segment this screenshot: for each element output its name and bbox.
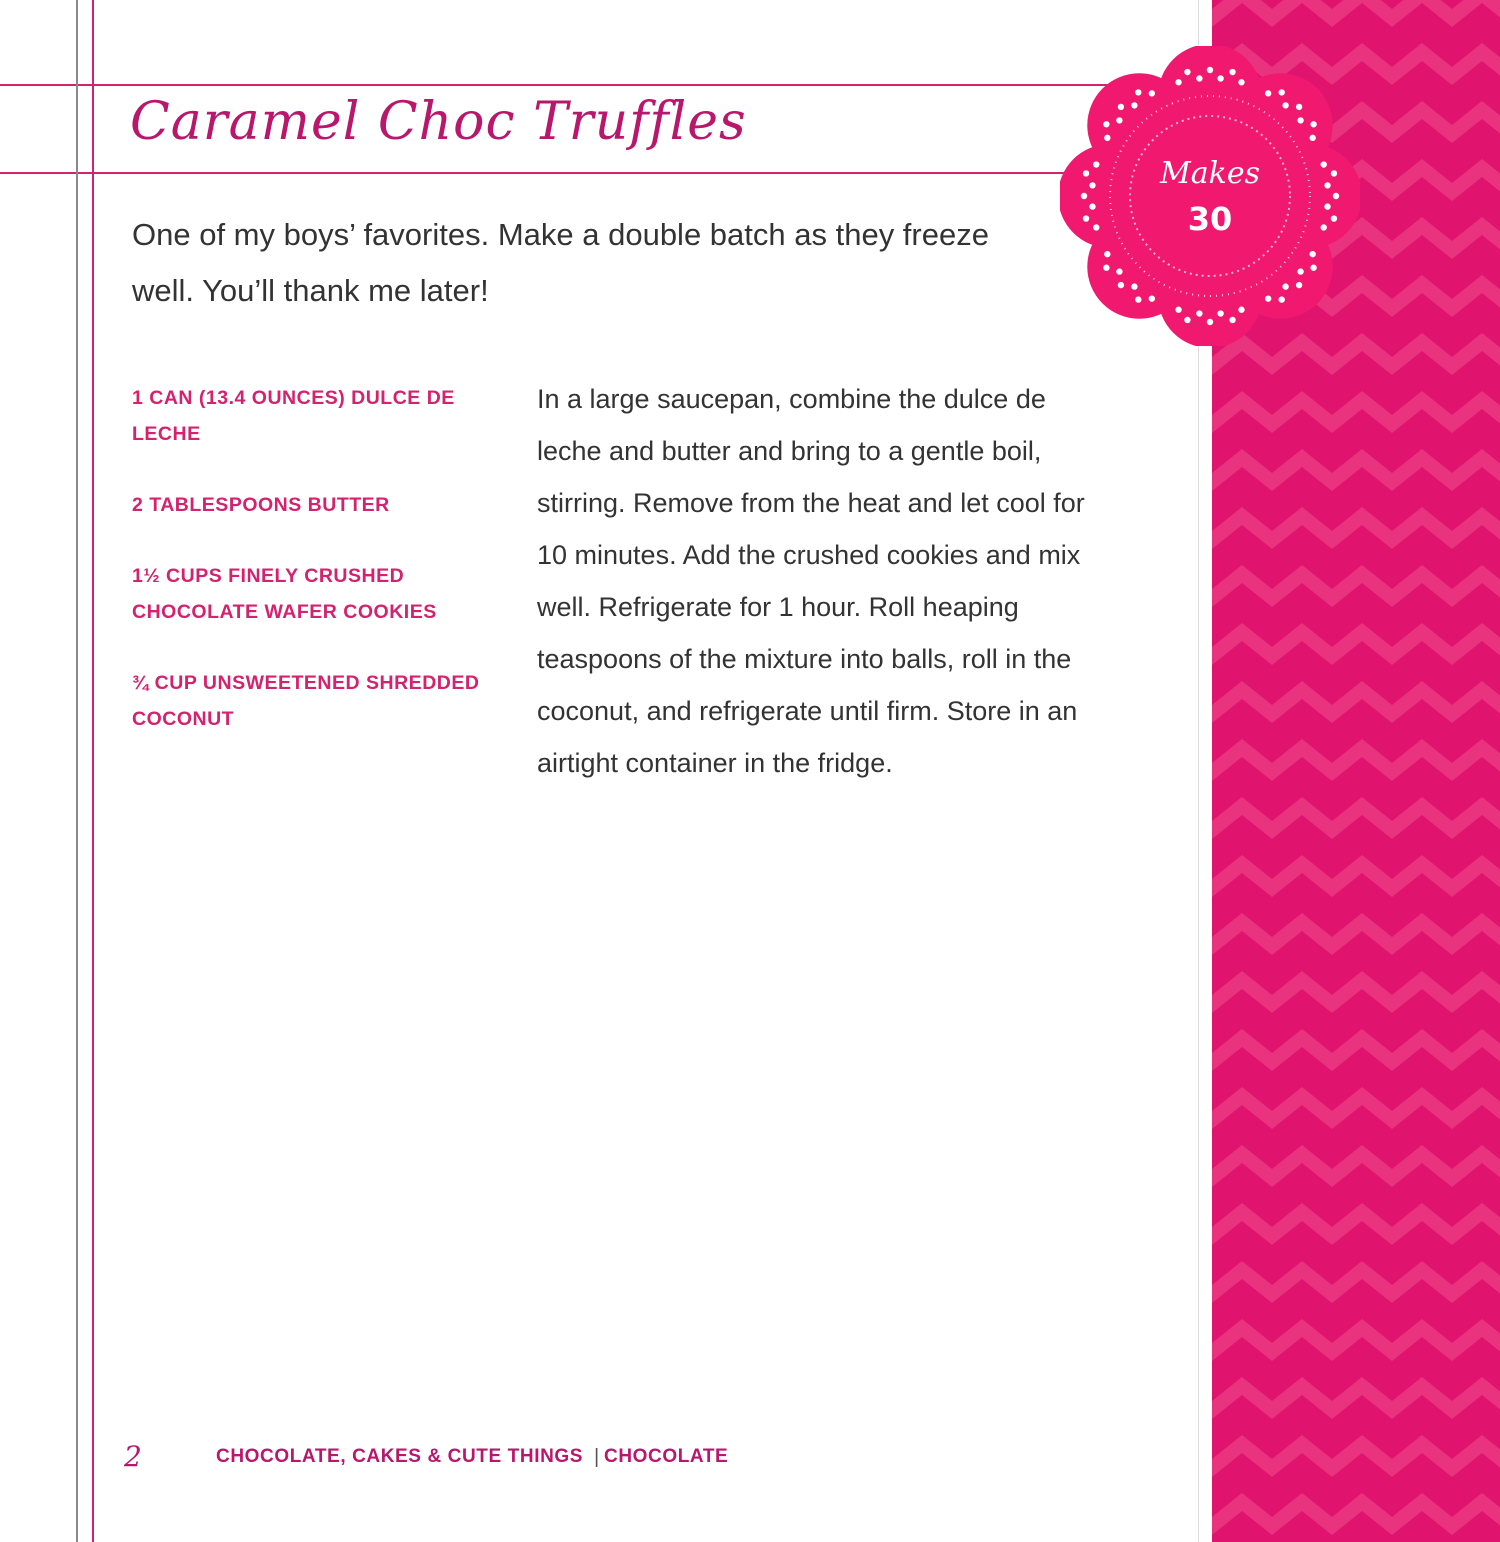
ingredient-item: 1 CAN (13.4 OUNCES) DULCE DE LECHE (132, 387, 455, 445)
chevron-stripe (1212, 1212, 1500, 1236)
ingredient-item: 1½ CUPS FINELY CRUSHED CHOCOLATE WAFER COOKIES (132, 565, 437, 623)
page-footer (120, 1440, 820, 1480)
doily-dot (1116, 117, 1122, 123)
doily-dot (1131, 283, 1137, 289)
doily-dot (1118, 282, 1124, 288)
doily-dot (1104, 251, 1110, 257)
doily-dot (1265, 295, 1271, 301)
doily-dot (1296, 104, 1302, 110)
doily-dot (1282, 102, 1288, 108)
chevron-stripe (1212, 1386, 1500, 1410)
doily-dot (1310, 121, 1316, 127)
doily-dot (1297, 117, 1303, 123)
doily-dot (1296, 282, 1302, 288)
page-number: 2 (124, 1440, 142, 1473)
doily-dot (1118, 104, 1124, 110)
ingredient-item: 2 TABLESPOONS BUTTER (132, 494, 390, 516)
chevron-stripe (1212, 1502, 1500, 1526)
chevron-stripe (1212, 458, 1500, 482)
doily-dot (1196, 310, 1202, 316)
chevron-stripe (1212, 1154, 1500, 1178)
top-rule-lower (0, 172, 1130, 174)
doily-badge-shape (1060, 46, 1360, 346)
chevron-stripe (1212, 1444, 1500, 1468)
chevron-stripe (1212, 1038, 1500, 1062)
doily-dot (1103, 121, 1109, 127)
doily-dot (1309, 251, 1315, 257)
footer-separator: | (594, 1446, 600, 1468)
doily-dot (1217, 310, 1223, 316)
doily-dot (1333, 193, 1339, 199)
chevron-stripe (1212, 922, 1500, 946)
makes-badge (1060, 46, 1360, 346)
doily-dot (1238, 307, 1244, 313)
chevron-stripe (1212, 0, 1500, 18)
doily-dot (1265, 90, 1271, 96)
chevron-stripe (1212, 864, 1500, 888)
ingredient-item: ¾ CUP UNSWEETENED SHREDDED COCONUT (132, 672, 480, 730)
doily-dot (1103, 265, 1109, 271)
doily-dot (1229, 317, 1235, 323)
chevron-stripe (1212, 632, 1500, 656)
chevron-stripe (1212, 748, 1500, 772)
doily-dot (1104, 135, 1110, 141)
chevron-stripe (1212, 980, 1500, 1004)
doily-dot (1309, 135, 1315, 141)
chevron-stripe (1212, 1270, 1500, 1294)
doily-dot (1282, 283, 1288, 289)
doily-dot (1175, 307, 1181, 313)
doily-dot (1116, 268, 1122, 274)
doily-dot (1207, 319, 1213, 325)
chevron-stripe (1212, 1096, 1500, 1120)
doily-dot (1207, 67, 1213, 73)
doily-dot (1310, 265, 1316, 271)
doily-dot (1184, 69, 1190, 75)
chevron-stripe (1212, 806, 1500, 830)
doily-dot (1135, 296, 1141, 302)
doily-dot (1217, 75, 1223, 81)
doily-dot (1149, 295, 1155, 301)
ingredients-list (132, 380, 512, 772)
doily-dot (1229, 69, 1235, 75)
chevron-stripe (1212, 516, 1500, 540)
recipe-method: In a large saucepan, combine the dulce de leche and butter and bring to a gentle boil, stirring. Remove from the heat and let cool for 10 minutes. Add the crushed cookies and mix well. Refrigerate for 1 hour. Roll heaping teaspoons of the mixture into balls, roll in the coconut, and refrigerate until firm. Store in an airtight container in the fridge. (537, 384, 1085, 778)
doily-dot (1196, 75, 1202, 81)
chevron-stripe (1212, 1328, 1500, 1352)
recipe-title: Caramel Choc Truffles (130, 92, 747, 152)
doily-dot (1131, 102, 1137, 108)
margin-line-pink (92, 0, 94, 1542)
badge-count: 30 (1187, 200, 1233, 238)
doily-dot (1081, 193, 1087, 199)
book-title: CHOCOLATE, CAKES & CUTE THINGS (216, 1446, 584, 1467)
doily-dot (1279, 296, 1285, 302)
chevron-stripe (1212, 690, 1500, 714)
doily-dot (1279, 89, 1285, 95)
doily-dot (1149, 90, 1155, 96)
margin-line-grey (76, 0, 78, 1542)
doily-dot (1238, 79, 1244, 85)
chevron-stripe (1212, 400, 1500, 424)
chevron-stripe (1212, 574, 1500, 598)
chapter-name: CHOCOLATE (604, 1446, 729, 1467)
badge-label: Makes (1160, 156, 1260, 191)
doily-dot (1297, 268, 1303, 274)
doily-dot (1135, 89, 1141, 95)
doily-dot (1175, 79, 1181, 85)
doily-dot (1184, 317, 1190, 323)
recipe-intro: One of my boys’ favorites. Make a double batch as they freeze well. You’ll thank me later! (132, 217, 989, 308)
top-rule-upper (0, 84, 1130, 86)
